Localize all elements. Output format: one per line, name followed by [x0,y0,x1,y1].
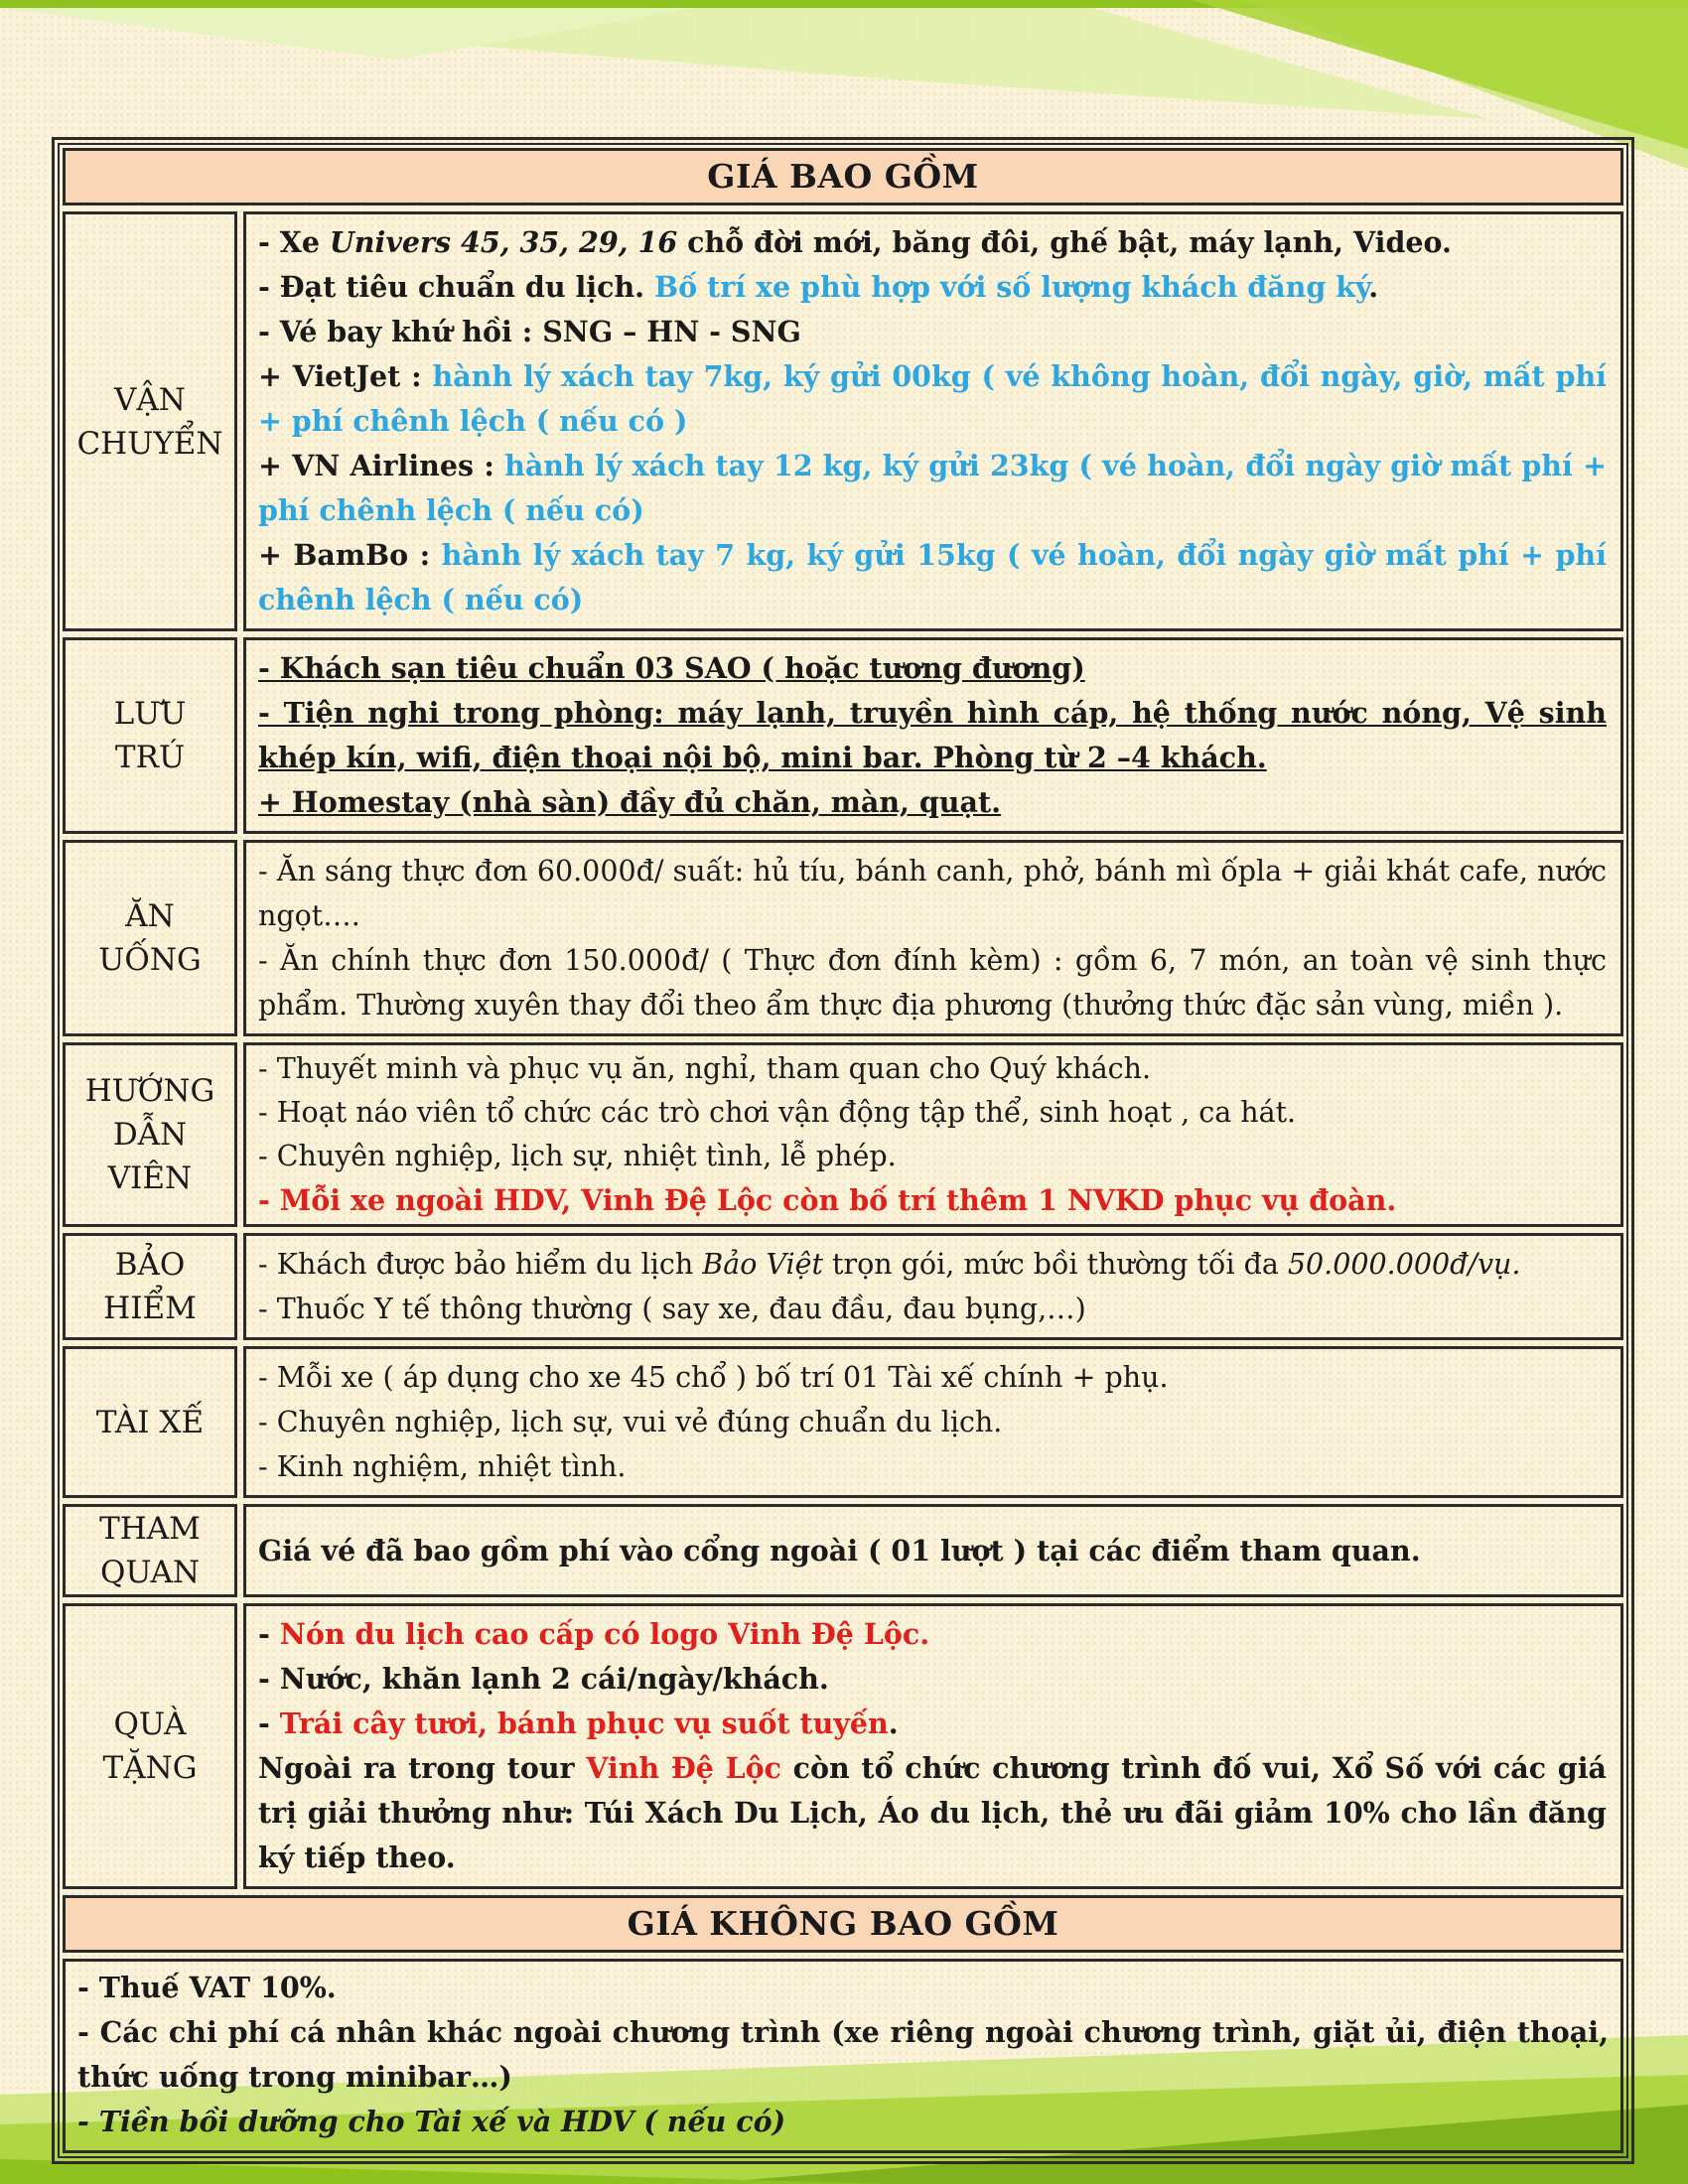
label-bao-hiem: BẢO HIỂM [63,1233,237,1340]
row-van-chuyen [63,211,1623,631]
row-tai-xe [63,1346,1623,1498]
row-an-uong [63,840,1623,1036]
label-luu-tru: LƯU TRÚ [63,637,237,834]
label-tham-quan: THAM QUAN [63,1504,237,1597]
content-tham-quan: Giá vé đã bao gồm phí vào cổng ngoài ( 01 lượt ) tại các điểm tham quan. [243,1504,1623,1597]
row-luu-tru [63,637,1623,834]
content-luu-tru: - Khách sạn tiêu chuẩn 03 SAO ( hoặc tương đương) - Tiện nghi trong phòng: máy lạnh, truyền hình cáp, hệ thống nước nóng, Vệ sinh khép kín, wifi, điện thoại nội bộ, mini bar. Phòng từ 2 –4 khách. + Homestay (nhà sàn) đầy đủ chăn, màn, quạt. [243,637,1623,834]
excluded-content: - Thuế VAT 10%. - Các chi phí cá nhân khác ngoài chương trình (xe riêng ngoài chương trình, giặt ủi, điện thoại, thức uống trong minibar…) - Tiền bồi dưỡng cho Tài xế và HDV ( nếu có) [63,1959,1623,2153]
row-huong-dan-vien [63,1042,1623,1227]
row-tham-quan [63,1504,1623,1597]
label-van-chuyen: VẬN CHUYỂN [63,211,237,631]
content-tai-xe: - Mỗi xe ( áp dụng cho xe 45 chổ ) bố trí 01 Tài xế chính + phụ. - Chuyên nghiệp, lịch sự, vui vẻ đúng chuẩn du lịch. - Kinh nghiệm, nhiệt tình. [243,1346,1623,1498]
included-title: GIÁ BAO GỒM [63,148,1623,205]
row-bao-hiem [63,1233,1623,1340]
content-an-uong: - Ăn sáng thực đơn 60.000đ/ suất: hủ tíu, bánh canh, phở, bánh mì ốpla + giải khát cafe, nước ngọt…. - Ăn chính thực đơn 150.000đ/ ( Thực đơn đính kèm) : gồm 6, 7 món, an toàn vệ sinh thực phẩm. Thường xuyên thay đổi theo ẩm thực địa phương (thưởng thức đặc sản vùng, miền ). [243,840,1623,1036]
label-an-uong: ĂN UỐNG [63,840,237,1036]
label-qua-tang: QUÀ TẶNG [63,1603,237,1889]
label-tai-xe: TÀI XẾ [63,1346,237,1498]
label-huong-dan-vien: HƯỚNG DẪN VIÊN [63,1042,237,1227]
content-qua-tang: - Nón du lịch cao cấp có logo Vinh Đệ Lộc. - Nước, khăn lạnh 2 cái/ngày/khách. - Trái cây tươi, bánh phục vụ suốt tuyến. Ngoài ra trong tour Vinh Đệ Lộc còn tổ chức chương trình đố vui, Xổ Số với các giá trị giải thưởng như: Túi Xách Du Lịch, Áo du lịch, thẻ ưu đãi giảm 10% cho lần đăng ký tiếp theo. [243,1603,1623,1889]
content-van-chuyen: - Xe Univers 45, 35, 29, 16 chỗ đời mới, băng đôi, ghế bật, máy lạnh, Video. - Đạt tiêu chuẩn du lịch. Bố trí xe phù hợp với số lượng khách đăng ký. - Vé bay khứ hồi : SNG – HN - SNG + VietJet : hành lý xách tay 7kg, ký gửi 00kg ( vé không hoàn, đổi ngày, giờ, mất phí + phí chênh lệch ( nếu có ) + VN Airlines : hành lý xách tay 12 kg, ký gửi 23kg ( vé hoàn, đổi ngày giờ mất phí + phí chênh lệch ( nếu có) + BamBo : hành lý xách tay 7 kg, ký gửi 15kg ( vé hoàn, đổi ngày giờ mất phí + phí chênh lệch ( nếu có) [243,211,1623,631]
price-table [52,137,1634,2164]
excluded-title: GIÁ KHÔNG BAO GỒM [63,1895,1623,1953]
row-qua-tang [63,1603,1623,1889]
content-bao-hiem: - Khách được bảo hiểm du lịch Bảo Việt trọn gói, mức bồi thường tối đa 50.000.000đ/vụ. - Thuốc Y tế thông thường ( say xe, đau đầu, đau bụng,…) [243,1233,1623,1340]
content-huong-dan-vien: - Thuyết minh và phục vụ ăn, nghỉ, tham quan cho Quý khách. - Hoạt náo viên tổ chức các trò chơi vận động tập thể, sinh hoạt , ca hát. - Chuyên nghiệp, lịch sự, nhiệt tình, lễ phép. - Mỗi xe ngoài HDV, Vinh Đệ Lộc còn bố trí thêm 1 NVKD phục vụ đoàn. [243,1042,1623,1227]
